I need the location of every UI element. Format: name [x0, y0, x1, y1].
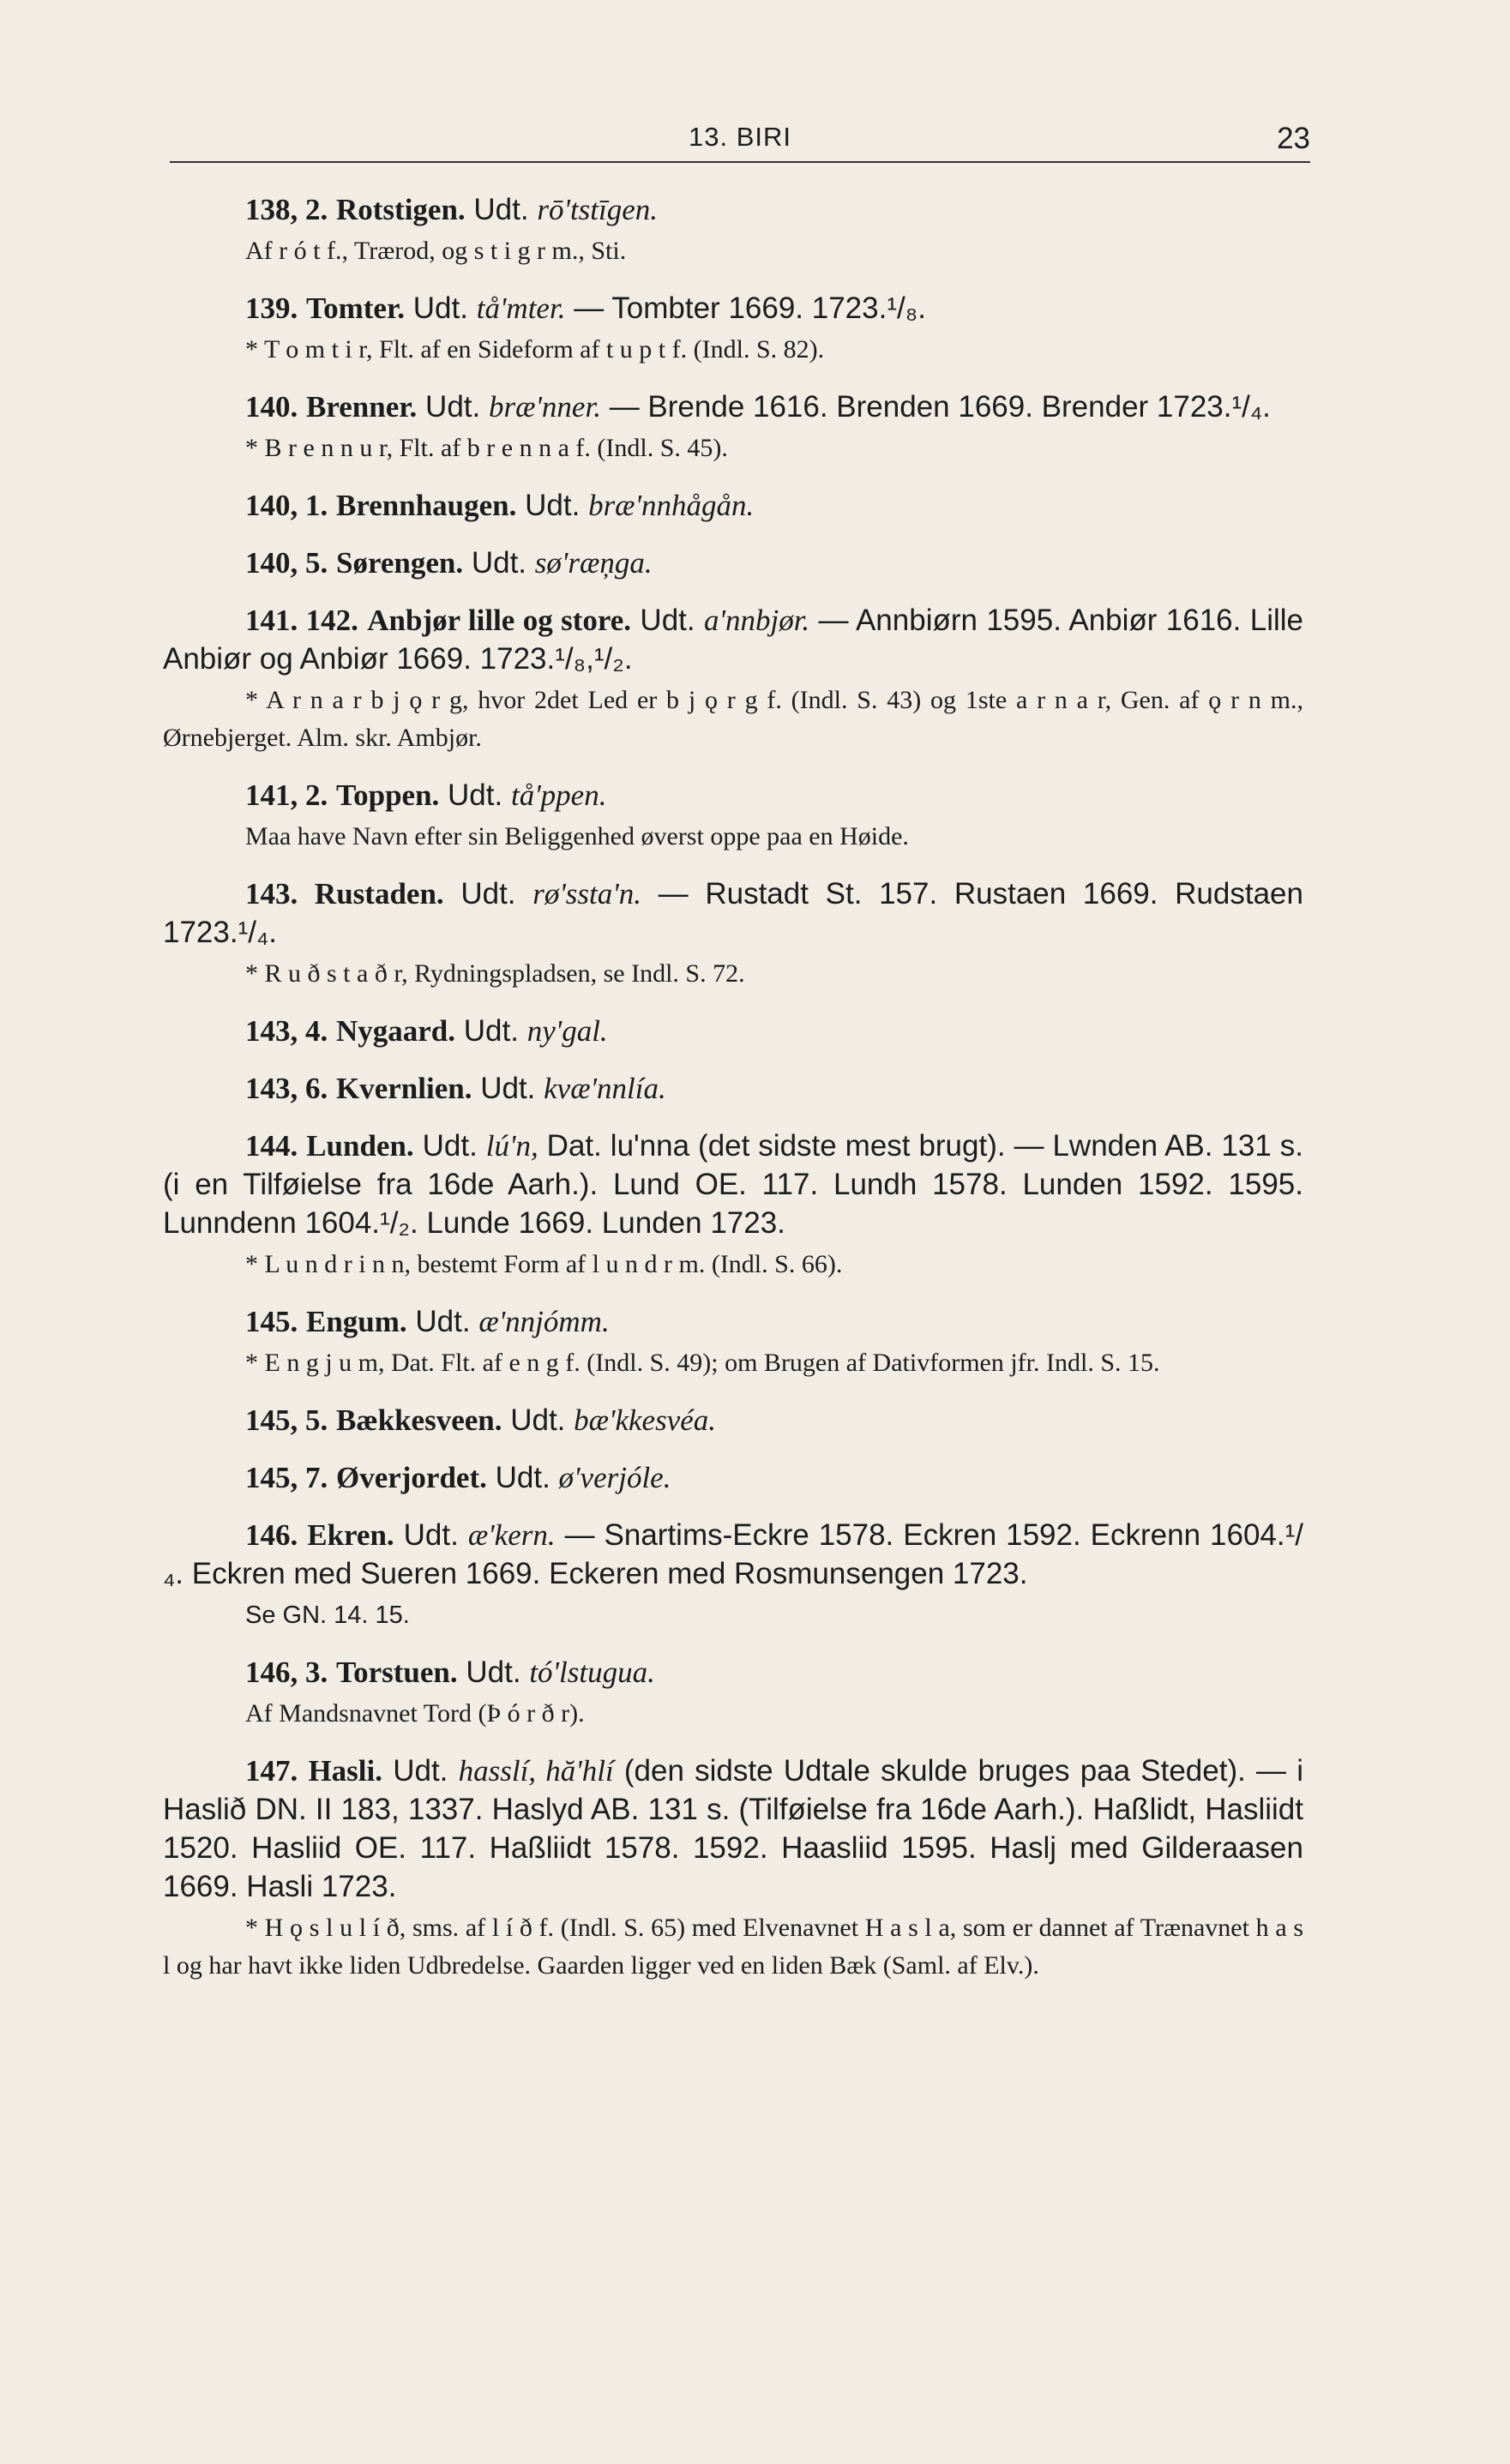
entry-forms: Dat. lu'nna (det sidste mest brugt). — Lwnden AB. 131 s. (i en Tilføielse fra 16de Aarh.). Lund OE. 117. Lundh 1578. Lunden 1592. 1595. Lunndenn 1604.¹/₂. Lunde 1669. Lunden 1723.: [163, 1129, 1303, 1240]
entry-heading: [163, 486, 1303, 525]
entry-name: Anbjør lille og store.: [367, 604, 632, 637]
chapter-title: 13. BIRI: [689, 122, 791, 152]
entry-name: Engum.: [305, 1305, 407, 1338]
entry-forms: — Rustadt St. 157. Rustaen 1669. Rudstaen 1723.¹/₄.: [163, 877, 1303, 949]
pronunciation: rø'ssta'n.: [532, 877, 642, 910]
entry-note: * A r n a r b j ǫ r g, hvor 2det Led er b j ǫ r g f. (Indl. S. 43) og 1ste a r n a r, Gen. af ǫ r n m., Ørnebjerget. Alm. skr. Ambjør.: [163, 686, 1303, 752]
entry-138-2: [163, 190, 1303, 270]
entry-heading: [163, 1752, 1303, 1906]
entry-heading: [163, 874, 1303, 952]
entry-name: Nygaard.: [335, 1014, 456, 1048]
entry-number: 146, 3.: [245, 1656, 328, 1689]
entry-143-4: [163, 1012, 1303, 1050]
entry-heading: [163, 1516, 1303, 1593]
entry-number: 145.: [245, 1305, 298, 1338]
entry-note: * L u n d r i n n, bestemt Form af l u n d r m. (Indl. S. 66).: [245, 1250, 843, 1278]
entry-number: 143.: [245, 877, 298, 910]
entry-name: Sørengen.: [335, 546, 464, 580]
udt-label: Udt.: [495, 1461, 550, 1494]
entry-heading: [163, 1653, 1303, 1692]
udt-label: Udt.: [425, 390, 481, 424]
entry-143-6: [163, 1069, 1303, 1108]
entry-number: 141. 142.: [245, 604, 358, 637]
entry-note: * R u ð s t a ð r, Rydningspladsen, se Indl. S. 72.: [245, 959, 745, 988]
entry-141-142: [163, 601, 1303, 757]
pronunciation: lú'n,: [485, 1129, 538, 1163]
entry-number: 144.: [245, 1129, 298, 1163]
entry-heading: [163, 1458, 1303, 1497]
entry-name: Hasli.: [308, 1754, 382, 1788]
udt-label: Udt.: [640, 604, 695, 637]
entry-note: Af Mandsnavnet Tord (Þ ó r ð r).: [245, 1699, 585, 1728]
entry-heading: [163, 190, 1303, 229]
entry-number: 141, 2.: [245, 778, 328, 812]
pronunciation: bæ'kkesvéa.: [574, 1403, 717, 1437]
pronunciation: bræ'nnhågån.: [588, 489, 755, 522]
entry-forms: (den sidste Udtale skulde bruges paa Stedet). — i Haslið DN. II 183, 1337. Haslyd AB. 131 s. (Tilføielse fra 16de Aarh.). Haßlidt, Hasliidt 1520. Hasliid OE. 117. Haßliidt 1578. 1592. Haasliid 1595. Haslj med Gilderaasen 1669. Hasli 1723.: [163, 1754, 1303, 1903]
entry-heading: [163, 1127, 1303, 1242]
pronunciation: æ'nnjómm.: [478, 1305, 610, 1338]
entry-143: [163, 874, 1303, 993]
udt-label: Udt.: [403, 1518, 459, 1552]
entry-heading: [163, 1302, 1303, 1341]
udt-label: Udt.: [412, 291, 468, 325]
udt-label: Udt.: [422, 1129, 478, 1163]
entry-note: * E n g j u m, Dat. Flt. af e n g f. (Indl. S. 49); om Brugen af Dativformen jfr. Indl. S. 15.: [245, 1349, 1160, 1377]
pronunciation: tå'mter.: [476, 291, 566, 325]
entry-note: * T o m t i r, Flt. af en Sideform af t u p t f. (Indl. S. 82).: [245, 335, 825, 364]
pronunciation: sø'ræņga.: [534, 546, 653, 580]
entry-name: Kvernlien.: [335, 1072, 472, 1105]
entry-heading: [163, 1012, 1303, 1050]
pronunciation: ny'gal.: [526, 1014, 608, 1048]
entry-forms: — Snartims-Eckre 1578. Eckren 1592. Eckrenn 1604.¹/₄. Eckren med Sueren 1669. Eckeren med Rosmunsengen 1723.: [163, 1518, 1303, 1590]
pronunciation: hasslí, hă'hlí: [458, 1754, 614, 1788]
udt-label: Udt.: [466, 1656, 521, 1689]
entry-name: Øverjordet.: [335, 1461, 487, 1494]
udt-label: Udt.: [415, 1305, 471, 1338]
entry-140-5: [163, 544, 1303, 582]
entry-145: [163, 1302, 1303, 1382]
entry-note: Af r ó t f., Trærod, og s t i g r m., Sti.: [245, 237, 627, 265]
entry-note: Se GN. 14. 15.: [245, 1602, 410, 1629]
entry-name: Rotstigen.: [335, 193, 466, 226]
entry-name: Tomter.: [305, 291, 406, 325]
entry-forms: — Annbiørn 1595. Anbiør 1616. Lille Anbiør og Anbiør 1669. 1723.¹/₈,¹/₂.: [163, 604, 1303, 676]
entry-number: 138, 2.: [245, 193, 328, 226]
entry-number: 140.: [245, 390, 298, 424]
pronunciation: bræ'nner.: [488, 390, 601, 424]
entry-145-7: [163, 1458, 1303, 1497]
entry-name: Rustaden.: [314, 877, 444, 910]
entry-number: 143, 6.: [245, 1072, 328, 1105]
entry-name: Ekren.: [307, 1518, 394, 1552]
entry-144: [163, 1127, 1303, 1283]
udt-label: Udt.: [448, 778, 503, 812]
entry-141-2: [163, 776, 1303, 856]
udt-label: Udt.: [463, 1014, 519, 1048]
pronunciation: tå'ppen.: [510, 778, 607, 812]
pronunciation: a'nnbjør.: [703, 604, 810, 637]
entry-145-5: [163, 1401, 1303, 1439]
entry-name: Brenner.: [305, 390, 418, 424]
udt-label: Udt.: [460, 877, 516, 910]
entry-note: Maa have Navn efter sin Beliggenhed øverst oppe paa en Høide.: [245, 822, 909, 850]
entry-forms: — Brende 1616. Brenden 1669. Brender 1723.¹/₄.: [600, 390, 1271, 424]
entry-heading: [163, 1069, 1303, 1108]
entry-number: 145, 5.: [245, 1403, 328, 1437]
pronunciation: kvæ'nnlía.: [544, 1072, 666, 1105]
entry-140: [163, 388, 1303, 467]
pronunciation: æ'kern.: [467, 1518, 556, 1552]
pronunciation: rō'tstīgen.: [537, 193, 659, 226]
udt-label: Udt.: [471, 546, 527, 580]
running-header: [170, 118, 1310, 163]
entry-name: Toppen.: [335, 778, 440, 812]
page-number: 23: [1277, 122, 1310, 155]
entry-name: Lunden.: [306, 1129, 414, 1163]
entries-list: [163, 190, 1303, 2004]
entry-number: 146.: [245, 1518, 298, 1552]
entry-heading: [163, 776, 1303, 814]
entry-146: [163, 1516, 1303, 1634]
pronunciation: ø'verjóle.: [558, 1461, 671, 1494]
entry-name: Bækkesveen.: [335, 1403, 502, 1437]
entry-number: 147.: [245, 1754, 298, 1788]
entry-146-3: [163, 1653, 1303, 1733]
entry-139: [163, 289, 1303, 369]
entry-number: 143, 4.: [245, 1014, 328, 1048]
entry-heading: [163, 601, 1303, 678]
pronunciation: tó'lstugua.: [529, 1656, 655, 1689]
udt-label: Udt.: [480, 1072, 536, 1105]
entry-heading: [163, 1401, 1303, 1439]
entry-name: Torstuen.: [335, 1656, 458, 1689]
entry-heading: [163, 289, 1303, 328]
udt-label: Udt.: [473, 193, 529, 226]
udt-label: Udt.: [525, 489, 581, 522]
entry-note: * B r e n n u r, Flt. af b r e n n a f. (Indl. S. 45).: [245, 434, 728, 462]
entry-forms: — Tombter 1669. 1723.¹/₈.: [565, 291, 926, 325]
udt-label: Udt.: [510, 1403, 566, 1437]
entry-number: 139.: [245, 291, 298, 325]
entry-note: * H ǫ s l u l í ð, sms. af l í ð f. (Indl. S. 65) med Elvenavnet H a s l a, som er dannet af Trænavnet h a s l og har havt ikke liden Udbredelse. Gaarden ligger ved en liden Bæk (Saml. af Elv.).: [163, 1914, 1303, 1980]
entry-number: 140, 5.: [245, 546, 328, 580]
udt-label: Udt.: [393, 1754, 448, 1788]
entry-140-1: [163, 486, 1303, 525]
entry-number: 140, 1.: [245, 489, 328, 522]
entry-heading: [163, 388, 1303, 426]
entry-heading: [163, 544, 1303, 582]
entry-number: 145, 7.: [245, 1461, 328, 1494]
entry-147: [163, 1752, 1303, 1985]
entry-name: Brennhaugen.: [335, 489, 517, 522]
